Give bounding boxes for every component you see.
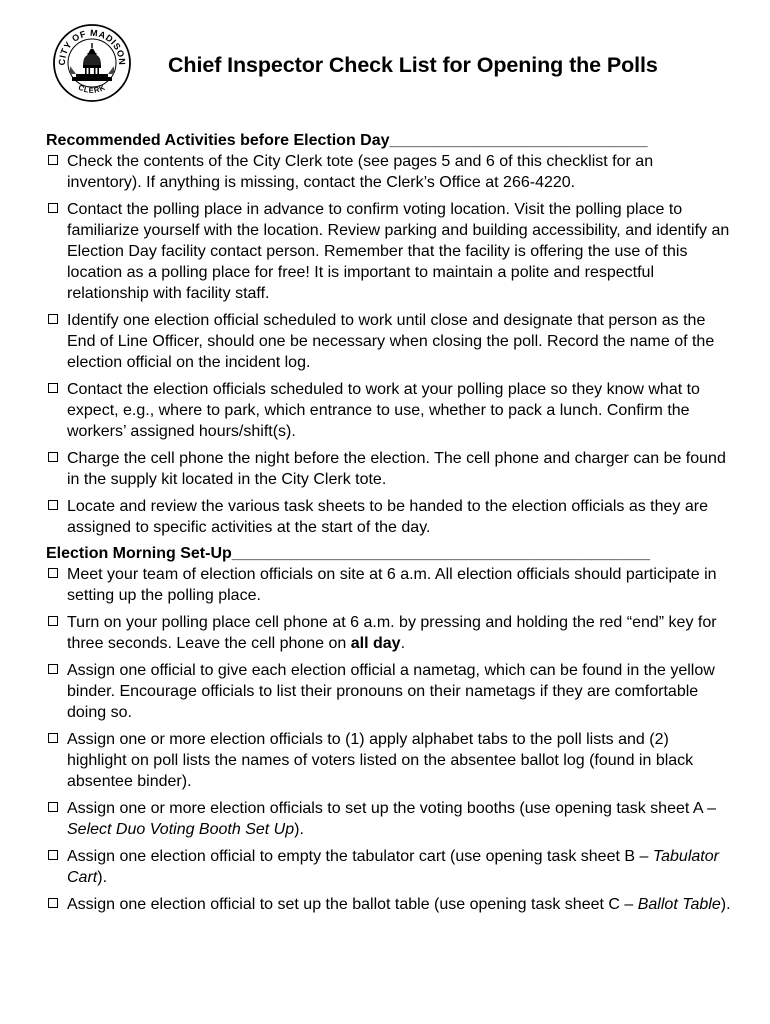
checklist-item <box>46 310 731 373</box>
city-clerk-seal <box>52 22 132 104</box>
checklist-item-text <box>67 448 731 490</box>
checklist-item <box>46 660 731 723</box>
section-election-morning-setup <box>46 543 731 915</box>
task-sheet-name: Ballot Table <box>637 896 721 913</box>
checklist-item <box>46 199 731 304</box>
text-run: Check the contents of the City Clerk tote (see pages 5 and 6 of this checklist for an inventory). If anything is missing, contact the Clerk’s Office at 266-4220. <box>67 153 654 191</box>
checkbox-icon[interactable] <box>48 898 58 908</box>
checklist-item-text <box>67 496 731 538</box>
checklist-item <box>46 496 731 538</box>
checklist-item-text <box>67 310 731 373</box>
checklist-item <box>46 564 731 606</box>
section-heading-text: Recommended Activities before Election Day <box>46 132 390 149</box>
text-run: Assign one election official to empty the tabulator cart (use opening task sheet B – <box>67 848 653 865</box>
section-before-election-day <box>46 130 731 538</box>
checkbox-icon[interactable] <box>48 500 58 510</box>
checklist-item <box>46 846 731 888</box>
checkbox-icon[interactable] <box>48 568 58 578</box>
task-sheet-name: Select Duo Voting Booth Set Up <box>67 821 295 838</box>
checklist-item <box>46 379 731 442</box>
checkbox-icon[interactable] <box>48 155 58 165</box>
checklist-item-text <box>67 379 731 442</box>
checklist-item <box>46 798 731 840</box>
checklist-item-text <box>67 612 731 654</box>
checklist-item <box>46 894 731 915</box>
checkbox-icon[interactable] <box>48 203 58 213</box>
checkbox-icon[interactable] <box>48 452 58 462</box>
text-run: . <box>400 635 406 652</box>
checklist-item-text <box>67 894 731 915</box>
section-heading <box>46 130 731 151</box>
text-run: Contact the election officials scheduled to work at your polling place so they know what to expect, e.g., where to park, which entrance to use, whether to pack a lunch. Confirm the workers’ assigned hours/shift(s). <box>67 381 700 440</box>
document-title: Chief Inspector Check List for Opening the Polls <box>168 53 658 77</box>
text-run: Locate and review the various task sheets to be handed to the election officials as they are assigned to specific activities at the start of the day. <box>67 498 708 536</box>
checklist-item-text <box>67 564 731 606</box>
checklist-item-text <box>67 199 731 304</box>
text-run: Assign one or more election officials to (1) apply alphabet tabs to the poll lists and (2) highlight on poll lists the names of voters listed on the absentee ballot log (found in black absentee binder). <box>67 731 694 790</box>
text-run: Assign one official to give each election official a nametag, which can be found in the yellow binder. Encourage officials to list their pronouns on their nametags if they are comfortable doing so. <box>67 662 715 721</box>
checklist-item <box>46 729 731 792</box>
checkbox-icon[interactable] <box>48 383 58 393</box>
checklist-item-text <box>67 798 731 840</box>
checklist-item <box>46 151 731 193</box>
checkbox-icon[interactable] <box>48 616 58 626</box>
checkbox-icon[interactable] <box>48 314 58 324</box>
seal-top-text: CITY OF MADISON <box>56 27 128 66</box>
checkbox-icon[interactable] <box>48 802 58 812</box>
text-run: ). <box>97 869 108 886</box>
text-run: ). <box>294 821 304 838</box>
checklist-item-text <box>67 660 731 723</box>
text-run: Identify one election official scheduled to work until close and designate that person as the End of Line Officer, should one be necessary when closing the poll. Record the name of the election official on the incident log. <box>67 312 715 371</box>
heading-rule: _______________________________________________ <box>231 545 651 562</box>
emphasis-bold: all day <box>350 635 401 652</box>
text-run: ). <box>720 896 731 913</box>
text-run: Meet your team of election officials on site at 6 a.m. All election officials should participate in setting up the polling place. <box>67 566 717 604</box>
seal-bottom-text: CLERK <box>76 82 108 95</box>
task-sheet-name: Tabulator Cart <box>67 848 719 886</box>
document-body <box>46 130 731 920</box>
checklist-item-text <box>67 729 731 792</box>
checklist-item-text <box>67 846 731 888</box>
text-run: Charge the cell phone the night before the election. The cell phone and charger can be found in the supply kit located in the City Clerk tote. <box>67 450 726 488</box>
checkbox-icon[interactable] <box>48 664 58 674</box>
checklist-item <box>46 612 731 654</box>
text-run: Contact the polling place in advance to confirm voting location. Visit the polling place to familiarize yourself with the location. Review parking and building accessibility, and identify an Election Day facility contact person. Remember that the facility is offering the use of this location as a polling place for free! It is important to maintain a polite and respectful relationship with facility staff. <box>67 201 730 302</box>
text-run: Turn on your polling place cell phone at 6 a.m. by pressing and holding the red “end” key for three seconds. Leave the cell phone on <box>67 614 717 652</box>
heading-rule: _____________________________ <box>389 132 648 149</box>
checkbox-icon[interactable] <box>48 733 58 743</box>
checklist-item-text <box>67 151 731 193</box>
checkbox-icon[interactable] <box>48 850 58 860</box>
checklist-item <box>46 448 731 490</box>
section-heading <box>46 543 731 564</box>
text-run: Assign one election official to set up the ballot table (use opening task sheet C – <box>67 896 638 913</box>
section-heading-text: Election Morning Set-Up <box>46 545 232 562</box>
text-run: Assign one or more election officials to set up the voting booths (use opening task sheet A – <box>67 800 716 817</box>
